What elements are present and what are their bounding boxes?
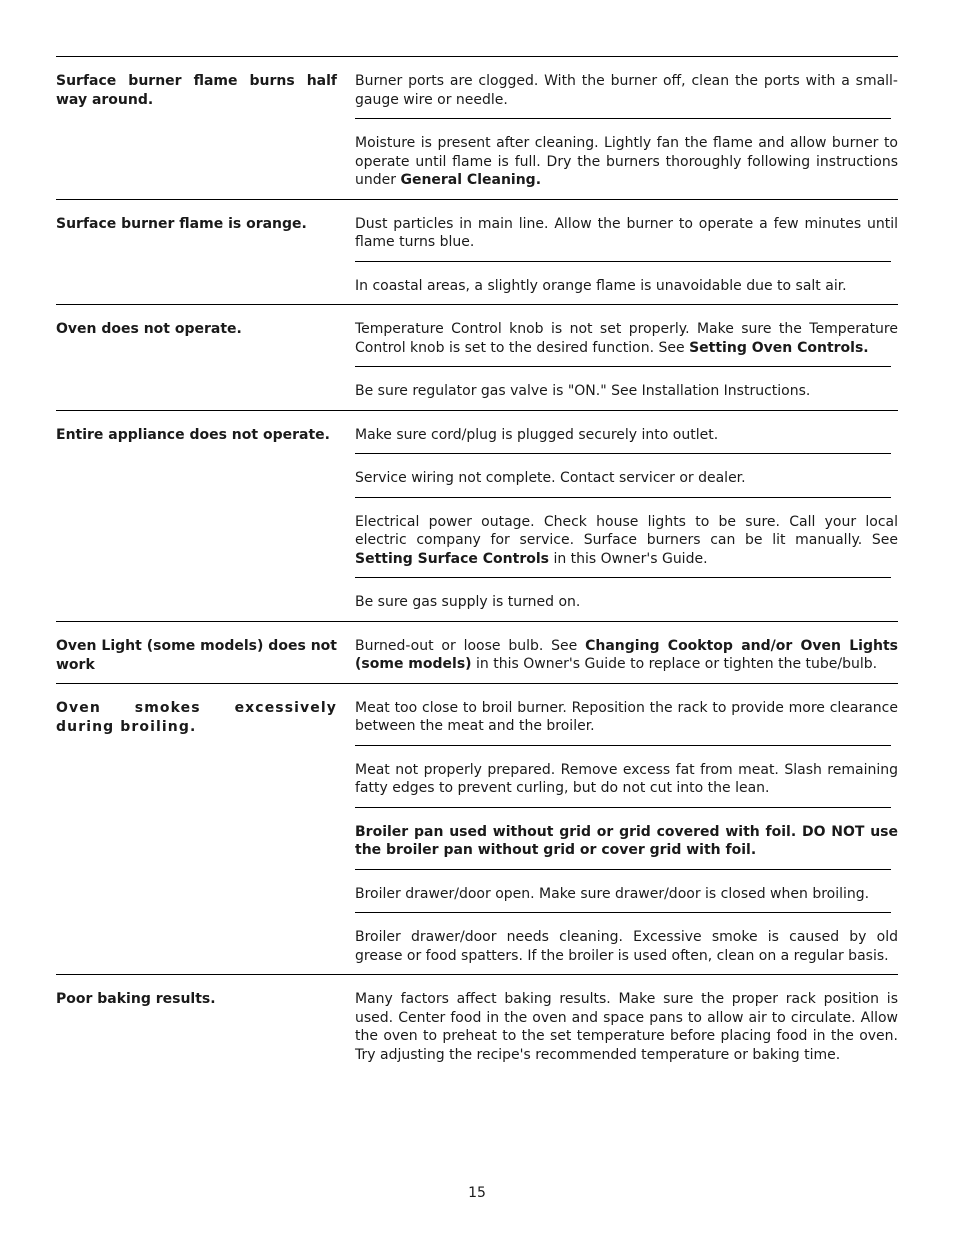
bold-reference: General Cleaning.	[400, 172, 542, 188]
solution-text: Burned-out or loose bulb. See	[355, 637, 586, 654]
solution-text: Burner ports are clogged. With the burner off, clean the ports with a small-gauge wire or needle.	[355, 73, 898, 108]
problem-section	[56, 622, 898, 684]
solution-item	[355, 912, 898, 974]
solution-text: Be sure gas supply is turned on.	[355, 594, 581, 610]
solution-text: Electrical power outage. Check house lights to be sure. Call your local electric company for service. Surface burners can be lit manually. See	[355, 513, 898, 548]
solution-list	[355, 200, 898, 305]
problem-label: Entire appliance does not operate.	[56, 426, 330, 443]
bold-reference: Broiler pan used without grid or grid covered with foil. DO NOT use the broiler pan without grid or cover grid with foil.	[355, 823, 898, 858]
page-number: 15	[468, 1185, 486, 1201]
solution-item	[355, 366, 891, 410]
bold-reference: Changing Cooktop and/or Oven Lights (some models)	[355, 637, 898, 672]
problem-label: Poor baking results.	[56, 991, 216, 1007]
solution-list	[355, 57, 898, 199]
solution-text: In coastal areas, a slightly orange flame is unavoidable due to salt air.	[355, 277, 847, 294]
solution-list	[355, 411, 898, 621]
problem-section	[56, 975, 898, 1073]
solution-text: Meat not properly prepared. Remove excess fat from meat. Slash remaining fatty edges to prevent curling, but do not cut into the lean.	[355, 761, 898, 796]
solution-item	[355, 622, 898, 683]
solution-item	[355, 305, 898, 366]
solution-text: Make sure cord/plug is plugged securely into outlet.	[355, 426, 719, 443]
bold-reference: Setting Surface Controls	[355, 550, 549, 567]
solution-text: Service wiring not complete. Contact servicer or dealer.	[355, 470, 746, 486]
solution-list	[355, 975, 898, 1073]
solution-list	[355, 305, 898, 410]
solution-item	[355, 118, 898, 199]
solution-list	[355, 622, 898, 683]
solution-item	[355, 807, 898, 869]
solution-item	[355, 57, 898, 118]
solution-text: Dust particles in main line. Allow the burner to operate a few minutes until flame turns blue.	[355, 215, 898, 250]
solution-item	[355, 577, 891, 621]
problem-section	[56, 305, 898, 411]
problem-label: Oven does not operate.	[56, 321, 242, 337]
problem-section	[56, 684, 898, 976]
solution-text: Be sure regulator gas valve is "ON." See Installation Instructions.	[355, 383, 811, 399]
solution-text: in this Owner's Guide to replace or tighten the tube/bulb.	[471, 656, 878, 672]
bold-reference: Setting Oven Controls.	[689, 339, 869, 356]
solution-text: Broiler drawer/door needs cleaning. Excessive smoke is caused by old grease or food spatters. If the broiler is used often, clean on a regular basis.	[355, 929, 898, 964]
solution-text: in this Owner's Guide.	[549, 550, 708, 567]
solution-list	[355, 684, 898, 975]
solution-text: Broiler drawer/door open. Make sure drawer/door is closed when broiling.	[355, 885, 870, 902]
solution-item	[355, 411, 898, 454]
problem-section	[56, 57, 898, 200]
solution-text: Meat too close to broil burner. Reposition the rack to provide more clearance between the meat and the broiler.	[355, 699, 898, 734]
problem-section	[56, 411, 898, 622]
troubleshooting-table	[56, 56, 898, 1073]
problem-section	[56, 200, 898, 306]
problem-label: Oven Light (some models) does not work	[56, 637, 337, 673]
solution-item	[355, 200, 898, 261]
solution-item	[355, 453, 891, 497]
solution-item	[355, 745, 898, 807]
solution-item	[355, 684, 898, 745]
problem-label: Surface burner flame burns half way around.	[56, 73, 337, 108]
solution-text: Temperature Control knob is not set properly. Make sure the Temperature Control knob is set to the desired function. See	[355, 321, 898, 356]
solution-item	[355, 497, 898, 578]
solution-text: Moisture is present after cleaning. Lightly fan the flame and allow burner to operate until flame is full. Dry the burners thoroughly following instructions under	[355, 135, 898, 188]
solution-text: Many factors affect baking results. Make sure the proper rack position is used. Center food in the oven and space pans to allow air to circulate. Allow the oven to preheat to the set temperature before placing food in the oven. Try adjusting the recipe's recommended temperature or baking time.	[355, 991, 898, 1063]
solution-item	[355, 869, 891, 913]
solution-item	[355, 975, 898, 1073]
problem-label: Surface burner flame is orange.	[56, 215, 307, 232]
solution-item	[355, 261, 891, 305]
problem-label: Oven smokes excessively during broiling.	[56, 699, 337, 735]
